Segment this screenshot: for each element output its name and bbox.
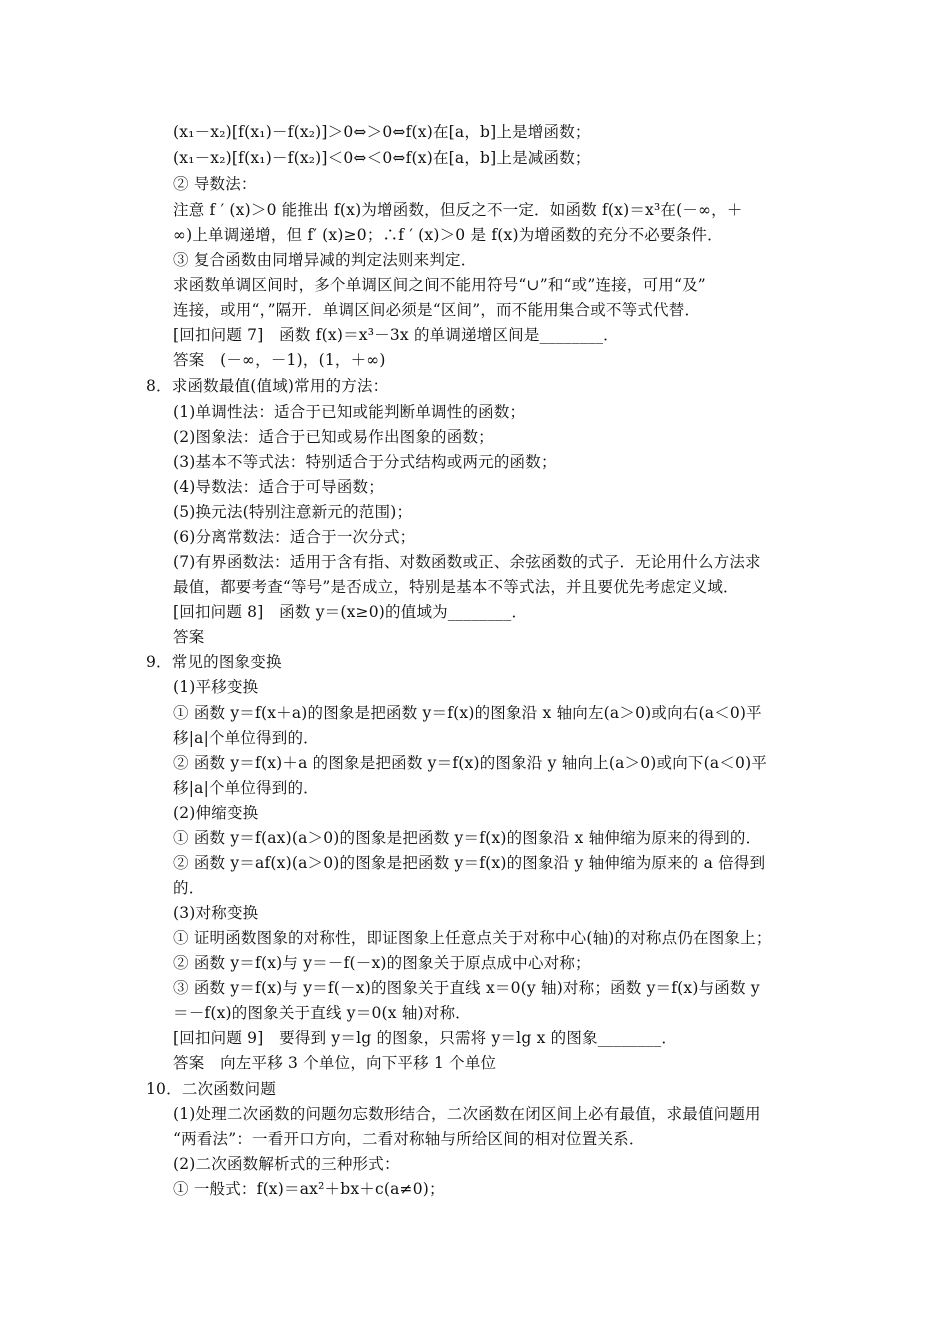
text-line: (6)分离常数法：适合于一次分式； xyxy=(173,528,416,546)
text-line: 移|a|个单位得到的． xyxy=(173,729,319,747)
text-line: ② 导数法： xyxy=(173,175,257,193)
text-line: ② 函数 y＝af(x)(a＞0)的图象是把函数 y＝f(x)的图象沿 y 轴伸缩为原来的 a 倍得到 xyxy=(173,854,766,872)
answer-9: 答案 向左平移 3 个单位，向下平移 1 个单位 xyxy=(173,1054,497,1072)
text-line: (x₁－x₂)[f(x₁)－f(x₂)]＜0⇔＜0⇔f(x)在[a，b]上是减函数； xyxy=(173,149,591,167)
text-line: ③ 函数 y＝f(x)与 y＝f(－x)的图象关于直线 x＝0(y 轴)对称；函数 y＝f(x)与函数 y xyxy=(173,979,760,997)
text-line: ∞)上单调递增，但 f′ (x)≥0；∴f ′ (x)＞0 是 f(x)为增函数的充分不必要条件． xyxy=(173,226,723,244)
recall-question-9: [回扣问题 9] 要得到 y＝lg 的图象，只需将 y＝lg x 的图象________． xyxy=(173,1029,678,1047)
text-line: (3)对称变换 xyxy=(173,904,259,922)
text-line: 求函数单调区间时，多个单调区间之间不能用符号“∪”和“或”连接，可用“及” xyxy=(173,276,706,294)
text-line: 连接，或用“，”隔开．单调区间必须是“区间”，而不能用集合或不等式代替． xyxy=(173,301,701,319)
text-line: ② 函数 y＝f(x)＋a 的图象是把函数 y＝f(x)的图象沿 y 轴向上(a＞0)或向下(a＜0)平 xyxy=(173,754,768,772)
section-heading-8: 8．求函数最值(值域)常用的方法： xyxy=(146,377,389,395)
text-line: (4)导数法：适合于可导函数； xyxy=(173,478,384,496)
text-line: (5)换元法(特别注意新元的范围)； xyxy=(173,503,413,521)
text-line: (1)平移变换 xyxy=(173,678,259,696)
text-line: ＝－f(x)的图象关于直线 y＝0(x 轴)对称． xyxy=(173,1004,471,1022)
answer-7: 答案 (－∞，－1)，(1，＋∞) xyxy=(173,351,386,369)
text-line: ③ 复合函数由同增异减的判定法则来判定． xyxy=(173,251,477,269)
text-line: 移|a|个单位得到的． xyxy=(173,779,319,797)
text-line: ① 证明函数图象的对称性，即证图象上任意点关于对称中心(轴)的对称点仍在图象上； xyxy=(173,929,772,947)
text-line: (x₁－x₂)[f(x₁)－f(x₂)]＞0⇔＞0⇔f(x)在[a，b]上是增函数； xyxy=(173,123,591,141)
text-line: ① 一般式：f(x)＝ax²＋bx＋c(a≠0)； xyxy=(173,1180,445,1198)
recall-question-8: [回扣问题 8] 函数 y＝(x≥0)的值域为________． xyxy=(173,603,528,621)
text-line: 注意 f ′ (x)＞0 能推出 f(x)为增函数，但反之不一定．如函数 f(x)＝x³在(－∞，＋ xyxy=(173,201,743,219)
text-line: (7)有界函数法：适用于含有指、对数函数或正、余弦函数的式子．无论用什么方法求 xyxy=(173,553,761,571)
text-line: “两看法”：一看开口方向，二看对称轴与所给区间的相对位置关系． xyxy=(173,1130,645,1148)
section-heading-9: 9．常见的图象变换 xyxy=(146,653,282,671)
text-line: 的． xyxy=(173,879,205,897)
section-heading-10: 10．二次函数问题 xyxy=(146,1080,277,1098)
text-line: (1)单调性法：适合于已知或能判断单调性的函数； xyxy=(173,403,526,421)
text-line: ① 函数 y＝f(ax)(a＞0)的图象是把函数 y＝f(x)的图象沿 x 轴伸缩为原来的得到的． xyxy=(173,829,762,847)
recall-question-7: [回扣问题 7] 函数 f(x)＝x³－3x 的单调递增区间是________． xyxy=(173,326,619,344)
text-line: (2)图象法：适合于已知或易作出图象的函数； xyxy=(173,428,494,446)
answer-8: 答案 xyxy=(173,628,205,646)
text-line: 最值，都要考查“等号”是否成立，特别是基本不等式法，并且要优先考虑定义域． xyxy=(173,578,739,596)
text-line: (2)二次函数解析式的三种形式： xyxy=(173,1155,400,1173)
text-line: (1)处理二次函数的问题勿忘数形结合，二次函数在闭区间上必有最值，求最值问题用 xyxy=(173,1105,761,1123)
text-line: (3)基本不等式法：特别适合于分式结构或两元的函数； xyxy=(173,453,557,471)
text-line: ② 函数 y＝f(x)与 y＝－f(－x)的图象关于原点成中心对称； xyxy=(173,954,591,972)
text-line: (2)伸缩变换 xyxy=(173,804,259,822)
text-line: ① 函数 y＝f(x＋a)的图象是把函数 y＝f(x)的图象沿 x 轴向左(a＞0)或向右(a＜0)平 xyxy=(173,704,762,722)
